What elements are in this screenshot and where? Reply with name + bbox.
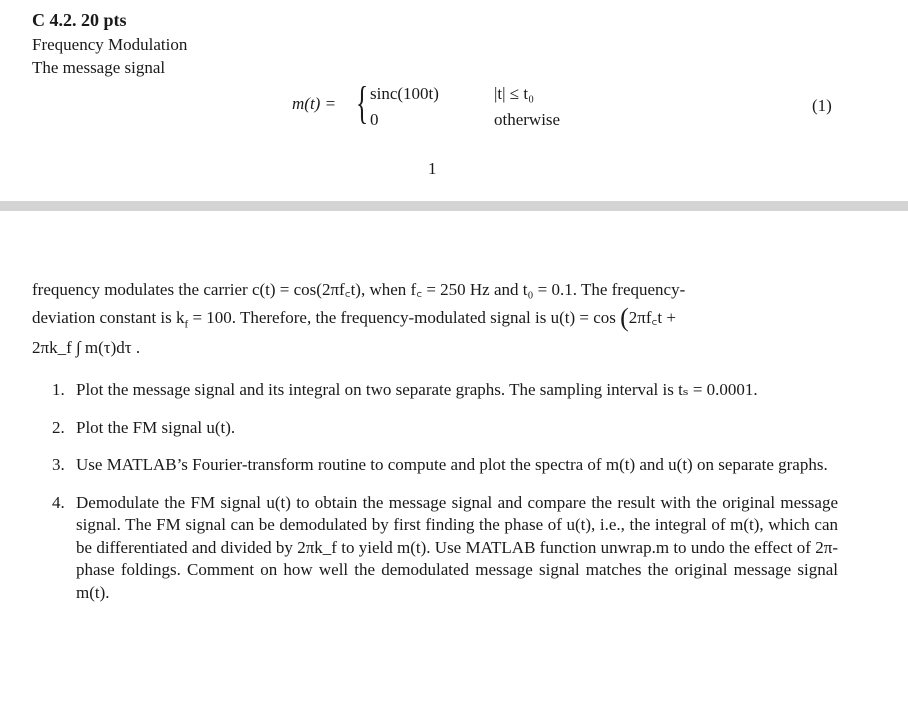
equation-case1-cond: |t| ≤ t₀ — [494, 84, 535, 103]
page-divider — [0, 201, 908, 211]
task-list — [52, 379, 838, 619]
list-item — [52, 417, 838, 440]
equation-case2-cond: otherwise — [494, 110, 561, 129]
paragraph-line-2-mid: = 100. Therefore, the frequency-modulated signal is u(t) = cos — [188, 308, 616, 327]
paragraph-line-2-sub: f — [184, 318, 189, 331]
list-item-text: Demodulate the FM signal u(t) to obtain the message signal and compare the result with the original message signal. The FM signal can be demodulated by first finding the phase of u(t), i.e., the integral of m(t), which can be differentiated and divided by 2πk_f to yield m(t). Use MATLAB function unwrap.m to undo the effect of 2π-phase foldings. Comment on how well the demodulated message signal matches the original message signal m(t). — [76, 492, 838, 602]
list-item-text: Use MATLAB’s Fourier-transform routine to compute and plot the spectra of m(t) and u(t) on separate graphs. — [76, 455, 828, 474]
equation-case1-expr: sinc(100t) — [370, 84, 439, 103]
open-paren: ( — [620, 303, 629, 332]
equation-lhs: m(t) = — [292, 94, 337, 113]
list-item-number: 1. — [52, 380, 65, 399]
list-item-number: 2. — [52, 417, 65, 437]
list-item-text: Plot the FM signal u(t). — [76, 417, 236, 437]
list-item — [52, 454, 838, 477]
paragraph-line-1: frequency modulates the carrier c(t) = cos(2πf꜀t), when f꜀ = 250 Hz and t₀ = 0.1. The frequency- — [32, 280, 686, 299]
paragraph-line-2 — [32, 303, 676, 333]
problem-title: C 4.2. 20 pts — [32, 10, 127, 30]
list-item — [52, 492, 838, 605]
list-item — [52, 379, 838, 402]
paragraph-line-2-tail: 2πf꜀t + — [628, 308, 676, 327]
paragraph-line-2-text: deviation constant is k — [32, 308, 185, 327]
intro-text: The message signal — [32, 58, 166, 77]
list-item-number: 3. — [52, 455, 65, 474]
equation-case2-expr: 0 — [370, 110, 379, 129]
list-item-number: 4. — [52, 492, 65, 512]
list-item-text: Plot the message signal and its integral on two separate graphs. The sampling interval is tₛ = 0.0001. — [76, 380, 758, 399]
paragraph-line-3: 2πk_f ∫ m(τ)dτ . — [32, 338, 141, 357]
problem-subtitle: Frequency Modulation — [32, 35, 188, 54]
page-number: 1 — [428, 159, 437, 178]
equation-number: (1) — [812, 96, 832, 115]
equation-brace: { — [356, 77, 369, 128]
